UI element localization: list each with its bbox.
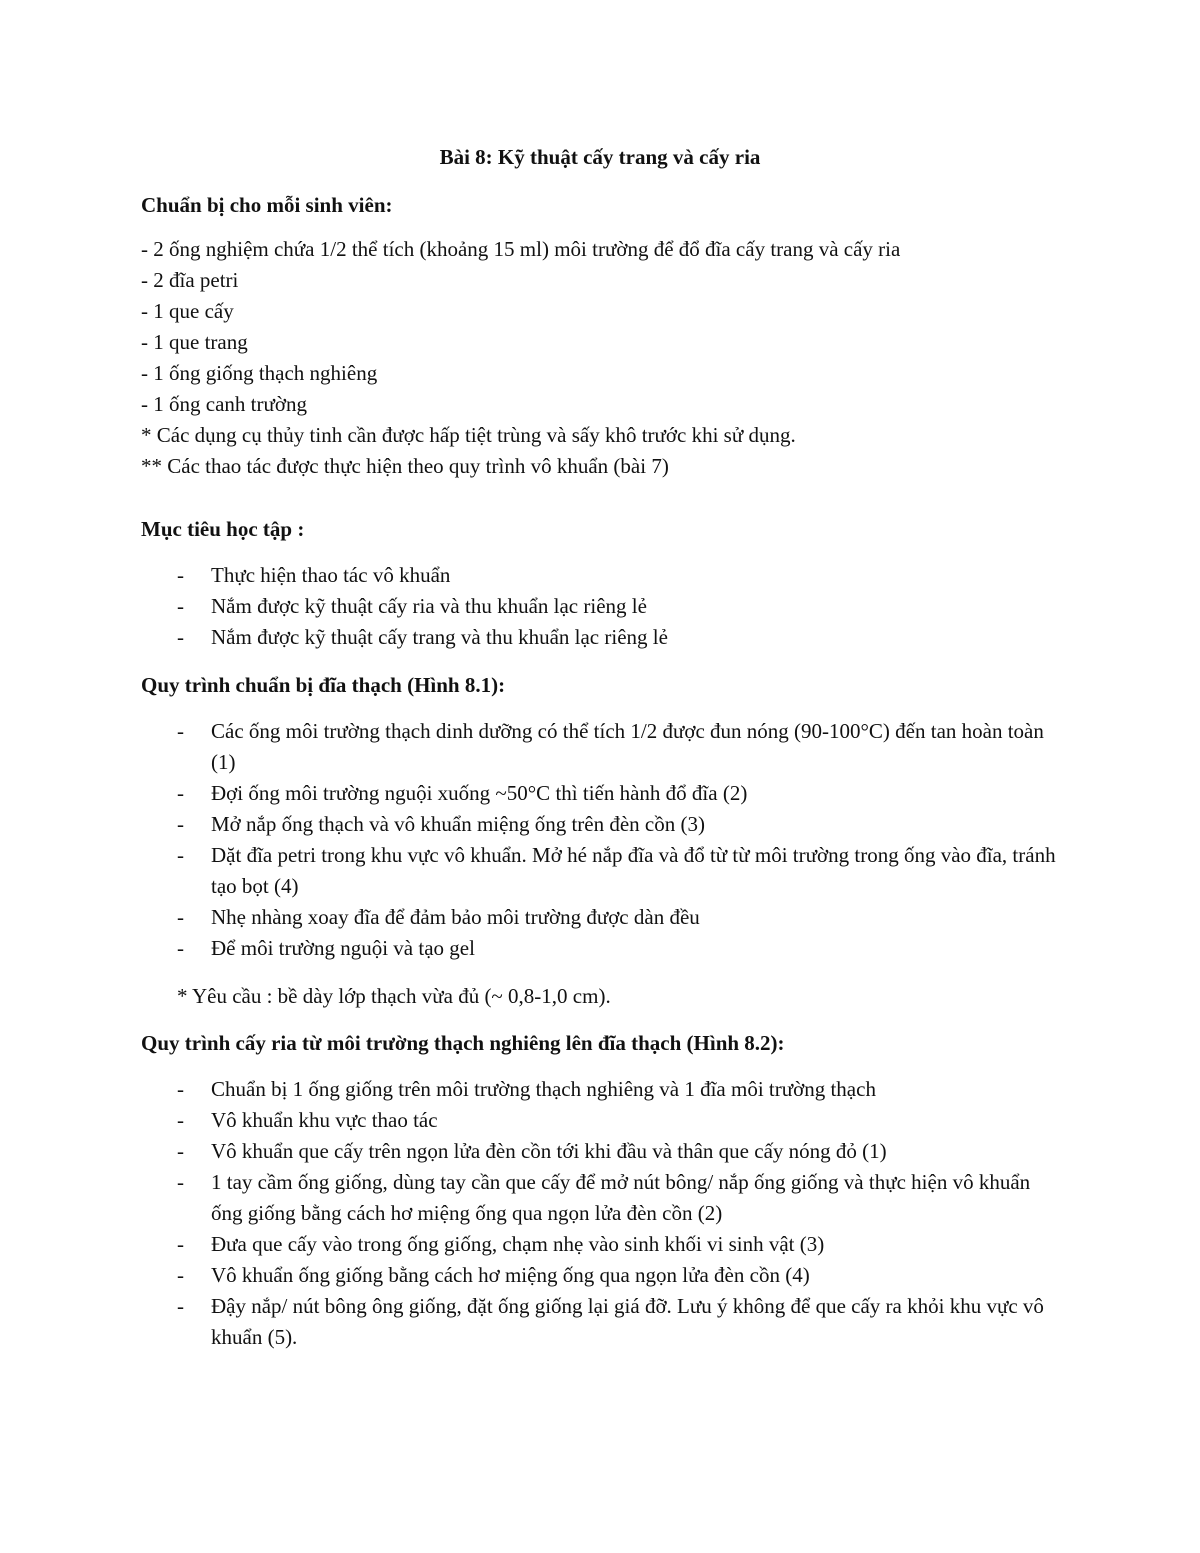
list-item: - Vô khuẩn que cấy trên ngọn lửa đèn cồn tới khi đầu và thân que cấy nóng đỏ (1) (141, 1136, 1061, 1167)
dash-bullet: - (177, 905, 184, 929)
list-item: - 2 đĩa petri (141, 268, 239, 292)
goals-list (141, 560, 1061, 653)
dash-bullet: - (177, 594, 184, 618)
list-item: - 2 ống nghiệm chứa 1/2 thể tích (khoảng 15 ml) môi trường để đổ đĩa cấy trang và cấy ria (141, 237, 901, 261)
prep-list (141, 234, 900, 482)
list-item: - 1 que cấy (141, 299, 234, 323)
dash-bullet: - (177, 625, 184, 649)
list-item: - Đưa que cấy vào trong ống giống, chạm nhẹ vào sinh khối vi sinh vật (3) (141, 1229, 1061, 1260)
list-item: - Vô khuẩn khu vực thao tác (141, 1105, 1061, 1136)
list-item: - Thực hiện thao tác vô khuẩn (141, 560, 1061, 591)
list-item: - Đậy nắp/ nút bông ông giống, đặt ống giống lại giá đỡ. Lưu ý không để que cấy ra khỏi khu vực vô khuẩn (5). (141, 1291, 1061, 1353)
dash-bullet: - (177, 1232, 184, 1256)
dash-bullet: - (177, 1077, 184, 1101)
list-item: - Đợi ống môi trường nguội xuống ~50°C thì tiến hành đổ đĩa (2) (141, 778, 1061, 809)
plate-prep-heading: Quy trình chuẩn bị đĩa thạch (Hình 8.1): (141, 673, 506, 697)
list-item: * Các dụng cụ thủy tinh cần được hấp tiệt trùng và sấy khô trước khi sử dụng. (141, 423, 796, 447)
dash-bullet: - (177, 1139, 184, 1163)
list-item: - Nắm được kỹ thuật cấy ria và thu khuẩn lạc riêng lẻ (141, 591, 1061, 622)
list-item: - Các ống môi trường thạch dinh dưỡng có thể tích 1/2 được đun nóng (90-100°C) đến tan hoàn toàn (1) (141, 716, 1061, 778)
list-item: - 1 tay cầm ống giống, dùng tay cần que cấy để mở nút bông/ nắp ống giống và thực hiện vô khuẩn ống giống bằng cách hơ miệng ống qua ngọn lửa đèn cồn (2) (141, 1167, 1061, 1229)
dash-bullet: - (177, 1294, 184, 1318)
list-item: - Nắm được kỹ thuật cấy trang và thu khuẩn lạc riêng lẻ (141, 622, 1061, 653)
plate-prep-list (141, 716, 1061, 964)
list-item: - Để môi trường nguội và tạo gel (141, 933, 1061, 964)
dash-bullet: - (177, 843, 184, 867)
goals-heading: Mục tiêu học tập : (141, 517, 305, 541)
plate-prep-note: * Yêu cầu : bề dày lớp thạch vừa đủ (~ 0,8-1,0 cm). (177, 984, 611, 1008)
list-item: - 1 ống giống thạch nghiêng (141, 361, 378, 385)
page-title: Bài 8: Kỹ thuật cấy trang và cấy ria (439, 145, 761, 169)
list-item: ** Các thao tác được thực hiện theo quy trình vô khuẩn (bài 7) (141, 454, 669, 478)
streak-heading: Quy trình cấy ria từ môi trường thạch nghiêng lên đĩa thạch (Hình 8.2): (141, 1031, 785, 1055)
dash-bullet: - (177, 1108, 184, 1132)
list-item: - Mở nắp ống thạch và vô khuẩn miệng ống trên đèn cồn (3) (141, 809, 1061, 840)
list-item: - Dặt đĩa petri trong khu vực vô khuẩn. Mở hé nắp đĩa và đổ từ từ môi trường trong ống vào đĩa, tránh tạo bọt (4) (141, 840, 1061, 902)
list-item: - Chuẩn bị 1 ống giống trên môi trường thạch nghiêng và 1 đĩa môi trường thạch (141, 1074, 1061, 1105)
dash-bullet: - (177, 719, 184, 743)
dash-bullet: - (177, 781, 184, 805)
dash-bullet: - (177, 563, 184, 587)
dash-bullet: - (177, 812, 184, 836)
dash-bullet: - (177, 1170, 184, 1194)
list-item: - Vô khuẩn ống giống bằng cách hơ miệng ống qua ngọn lửa đèn cồn (4) (141, 1260, 1061, 1291)
list-item: - 1 ống canh trường (141, 392, 307, 416)
streak-list (141, 1074, 1061, 1353)
dash-bullet: - (177, 1263, 184, 1287)
prep-heading: Chuẩn bị cho mỗi sinh viên: (141, 193, 393, 217)
list-item: - Nhẹ nhàng xoay đĩa để đảm bảo môi trường được dàn đều (141, 902, 1061, 933)
dash-bullet: - (177, 936, 184, 960)
list-item: - 1 que trang (141, 330, 248, 354)
